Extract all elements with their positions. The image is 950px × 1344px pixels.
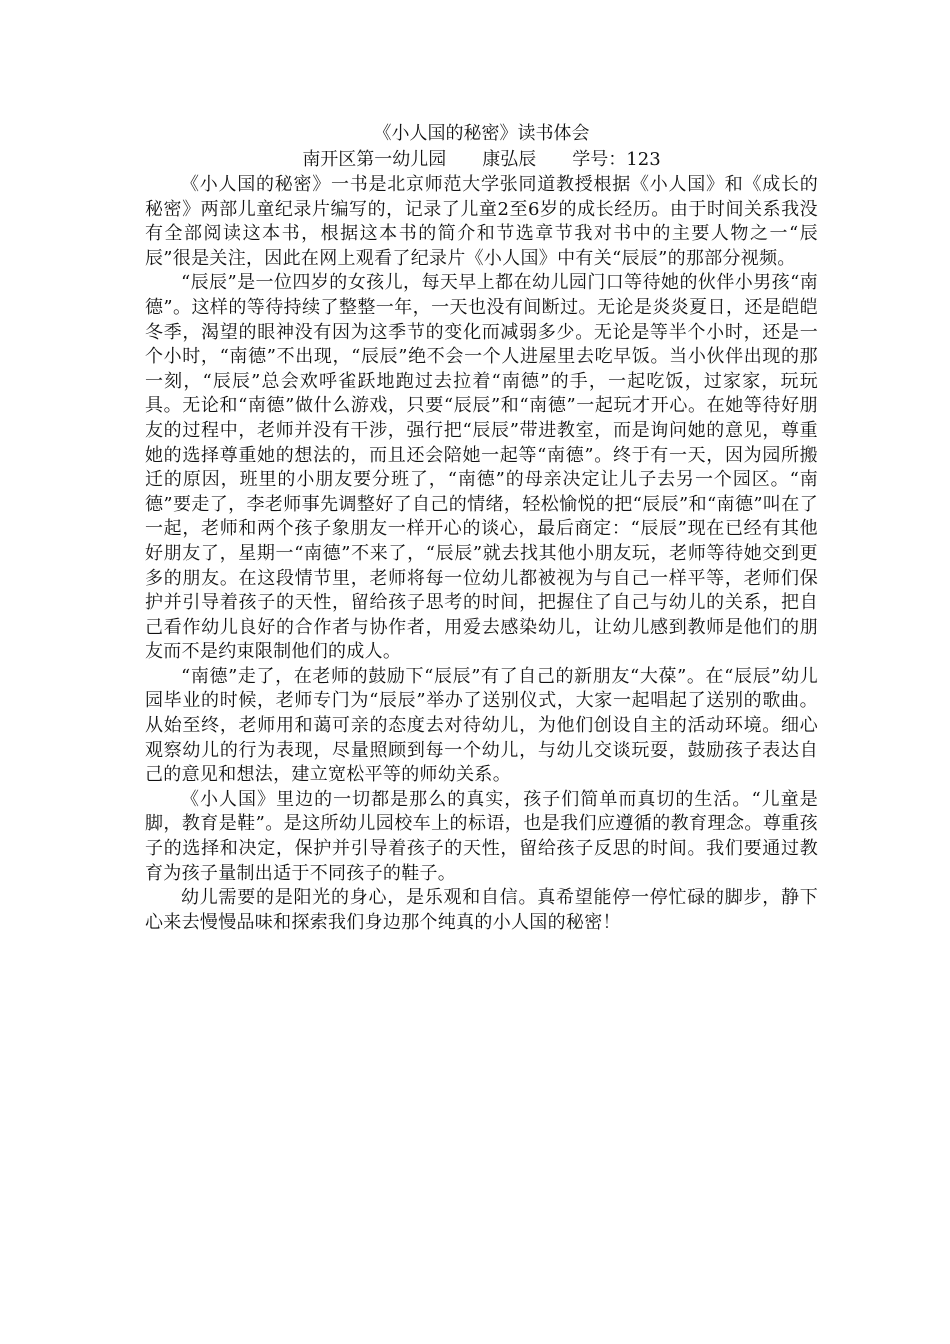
- paragraph-3: “南德”走了，在老师的鼓励下“辰辰”有了自己的新朋友“大葆”。在“辰辰”幼儿园毕业的时候，老师专门为“辰辰”举办了送别仪式，大家一起唱起了送别的歌曲。从始至终，老师用和蔼可亲的态度去对待幼儿，为他们创设自主的活动环境。细心观察幼儿的行为表现，尽量照顾到每一个幼儿，与幼儿交谈玩耍，鼓励孩子表达自己的意见和想法，建立宽松平等的师幼关系。: [145, 665, 818, 786]
- author-byline: 南开区第一幼儿园 康弘辰 学号：123: [302, 149, 661, 170]
- paragraph-4: 《小人国》里边的一切都是那么的真实，孩子们简单而真切的生活。“儿童是脚，教育是鞋”。是这所幼儿园校车上的标语，也是我们应遵循的教育理念。尊重孩子的选择和决定，保护并引导着孩子的天性，留给孩子反思的时间。我们要通过教育为孩子量制出适于不同孩子的鞋子。: [145, 788, 818, 884]
- paragraph-5: 幼儿需要的是阳光的身心，是乐观和自信。真希望能停一停忙碌的脚步，静下心来去慢慢品味和探索我们身边那个纯真的小人国的秘密！: [145, 887, 818, 933]
- paragraph-1: 《小人国的秘密》一书是北京师范大学张同道教授根据《小人国》和《成长的秘密》两部儿童纪录片编写的，记录了儿童2至6岁的成长经历。由于时间关系我没有全部阅读这本书，根据这本书的简介和节选章节我对书中的主要人物之一“辰辰”很是关注，因此在网上观看了纪录片《小人国》中有关“辰辰”的那部分视频。: [145, 174, 818, 269]
- document-title: 《小人国的秘密》读书体会: [373, 123, 590, 144]
- document-page: [145, 121, 818, 935]
- paragraph-2: “辰辰”是一位四岁的女孩儿，每天早上都在幼儿园门口等待她的伙伴小男孩“南德”。这样的等待持续了整整一年，一天也没有间断过。无论是炎炎夏日，还是皑皑冬季，渴望的眼神没有因为这季节的变化而减弱多少。无论是等半个小时，还是一个小时，“南德”不出现，“辰辰”绝不会一个人进屋里去吃早饭。当小伙伴出现的那一刻，“辰辰”总会欢呼雀跃地跑过去拉着“南德”的手，一起吃饭，过家家，玩玩具。无论和“南德”做什么游戏，只要“辰辰”和“南德”一起玩才开心。在她等待好朋友的过程中，老师并没有干涉，强行把“辰辰”带进教室，而是询问她的意见，尊重她的选择尊重她的想法的，而且还会陪她一起等“南德”。终于有一天，因为园所搬迁的原因，班里的小朋友要分班了，“南德”的母亲决定让儿子去另一个园区。“南德”要走了，李老师事先调整好了自己的情绪，轻松愉悦的把“辰辰”和“南德”叫在了一起，老师和两个孩子象朋友一样开心的谈心，最后商定：“辰辰”现在已经有其他好朋友了，星期一“南德”不来了，“辰辰”就去找其他小朋友玩，老师等待她交到更多的朋友。在这段情节里，老师将每一位幼儿都被视为与自己一样平等，老师们保护并引导着孩子的天性，留给孩子思考的时间，把握住了自己与幼儿的关系，把自己看作幼儿良好的合作者与协作者，用爱去感染幼儿，让幼儿感到教师是他们的朋友而不是约束限制他们的成人。: [145, 272, 818, 663]
